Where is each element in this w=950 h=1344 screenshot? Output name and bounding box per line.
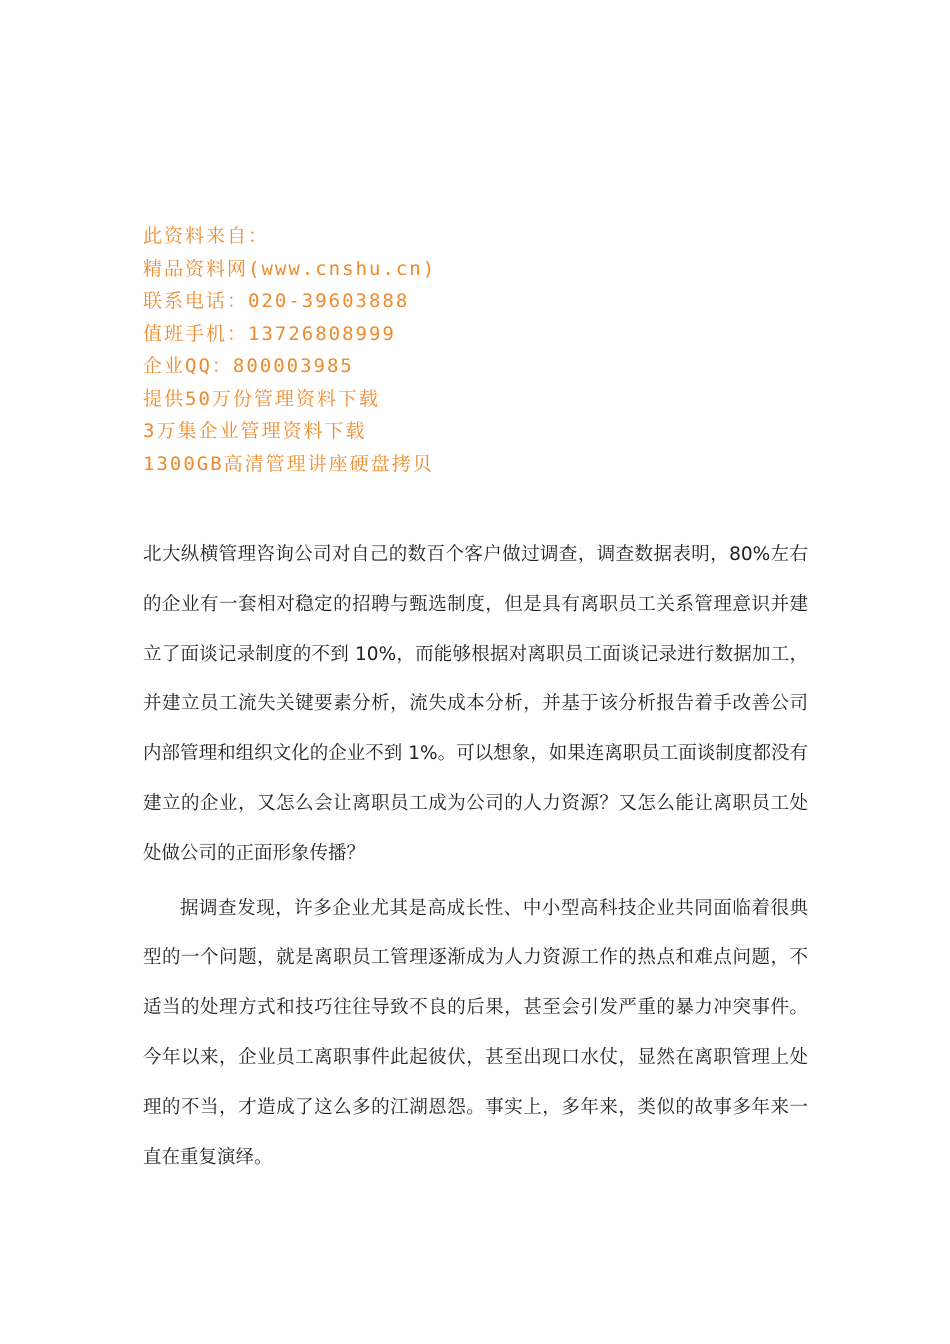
source-mobile: 值班手机：13726808999 (143, 322, 396, 345)
source-qq: 企业QQ：800003985 (143, 355, 354, 377)
source-heading: 此资料来自： (143, 225, 270, 247)
paragraph-survey: 北大纵横管理咨询公司对自己的数百个客户做过调查，调查数据表明，80%左右的企业有一套相对稳定的招聘与甄选制度，但是具有离职员工关系管理意识并建立了面谈记录制度的不到 10%，而能够根据对离职员工面谈记录进行数据加工，并建立员工流失关键要素分析，流失成本分析，并基于该分析报告着手改善公司内部管理和组织文化的企业不到 1%。可以想象，如果连离职员工面谈制度都没有建立的企业，又怎么会让离职员工成为公司的人力资源？又怎么能让离职员工处处做公司的正面形象传播？ (143, 544, 808, 864)
source-info-block (143, 220, 843, 480)
source-phone: 联系电话：020-39603888 (143, 290, 410, 312)
source-offer-1: 提供50万份管理资料下载 (143, 387, 380, 410)
paragraph-findings: 据调查发现，许多企业尤其是高成长性、中小型高科技企业共同面临着很典型的一个问题，就是离职员工管理逐渐成为人力资源工作的热点和难点问题，不适当的处理方式和技巧往往导致不良的后果，甚至会引发严重的暴力冲突事件。今年以来，企业员工离职事件此起彼伏，甚至出现口水仗，显然在离职管理上处理的不当，才造成了这么多的江湖恩怨。事实上，多年来，类似的故事多年来一直在重复演绎。 (143, 897, 808, 1168)
source-offer-3: 1300GB高清管理讲座硬盘拷贝 (143, 452, 434, 475)
source-offer-2: 3万集企业管理资料下载 (143, 420, 367, 442)
body-text (143, 530, 808, 1182)
source-website: 精品资料网(www.cnshu.cn) (143, 257, 437, 280)
